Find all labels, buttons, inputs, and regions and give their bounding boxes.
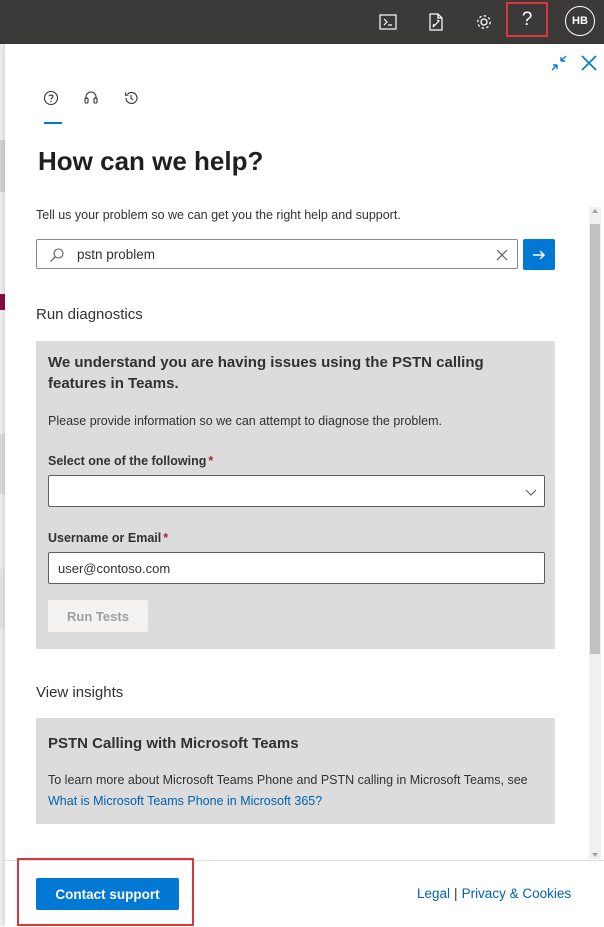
search-submit-button[interactable]	[523, 239, 555, 270]
footer-links: Legal | Privacy & Cookies	[417, 886, 572, 901]
insights-card	[36, 718, 555, 824]
insights-card-text: To learn more about Microsoft Teams Phone and PSTN calling in Microsoft Teams, see What is Microsoft Teams Phone in Microsoft 365?	[48, 773, 528, 808]
top-bar	[0, 0, 604, 44]
select-label: Select one of the following *	[48, 454, 214, 468]
clear-search-icon[interactable]	[495, 248, 509, 262]
diagnostics-card	[36, 341, 555, 649]
support-tab-icon[interactable]	[81, 90, 101, 114]
issue-type-select[interactable]	[48, 475, 545, 507]
close-icon[interactable]	[579, 53, 599, 73]
run-diagnostics-heading: Run diagnostics	[36, 306, 143, 323]
search-icon	[49, 247, 65, 263]
arrow-right-icon	[531, 247, 547, 263]
help-tab-icon[interactable]	[41, 90, 61, 114]
chevron-down-icon	[525, 485, 537, 497]
help-question-icon: ?	[521, 9, 533, 30]
help-button[interactable]	[506, 2, 548, 37]
run-tests-button[interactable]: Run Tests	[48, 600, 148, 632]
minimize-panel-icon[interactable]	[549, 53, 569, 73]
contact-support-button[interactable]: Contact support	[36, 878, 179, 910]
feedback-icon[interactable]	[421, 7, 451, 37]
insights-card-title: PSTN Calling with Microsoft Teams	[48, 735, 299, 752]
search-value: pstn problem	[77, 247, 156, 262]
diagnostics-card-title: We understand you are having issues using the PSTN calling features in Teams.	[48, 354, 484, 392]
privacy-cookies-link[interactable]: Privacy & Cookies	[461, 886, 572, 901]
view-insights-heading: View insights	[36, 684, 124, 701]
page-title: How can we help?	[38, 146, 264, 176]
scrollbar-thumb[interactable]	[590, 224, 600, 654]
username-label: Username or Email *	[48, 531, 169, 545]
panel-footer	[5, 860, 604, 927]
username-email-field[interactable]: user@contoso.com	[48, 552, 545, 584]
problem-search-input[interactable]	[36, 239, 518, 269]
diagnostics-card-text: Please provide information so we can attempt to diagnose the problem.	[48, 414, 442, 428]
help-panel	[5, 44, 604, 926]
teams-phone-link[interactable]: What is Microsoft Teams Phone in Microsoft 365?	[48, 794, 323, 808]
panel-scroll-area	[5, 194, 604, 860]
panel-scrollbar[interactable]	[589, 207, 601, 859]
legal-link[interactable]: Legal	[417, 886, 451, 901]
history-tab-icon[interactable]	[121, 90, 141, 114]
settings-gear-icon[interactable]	[469, 7, 499, 37]
active-tab-indicator	[44, 122, 62, 124]
intro-text: Tell us your problem so we can get you the right help and support.	[36, 208, 401, 222]
user-avatar[interactable]: HB	[565, 6, 595, 36]
cloud-shell-icon[interactable]	[373, 7, 403, 37]
